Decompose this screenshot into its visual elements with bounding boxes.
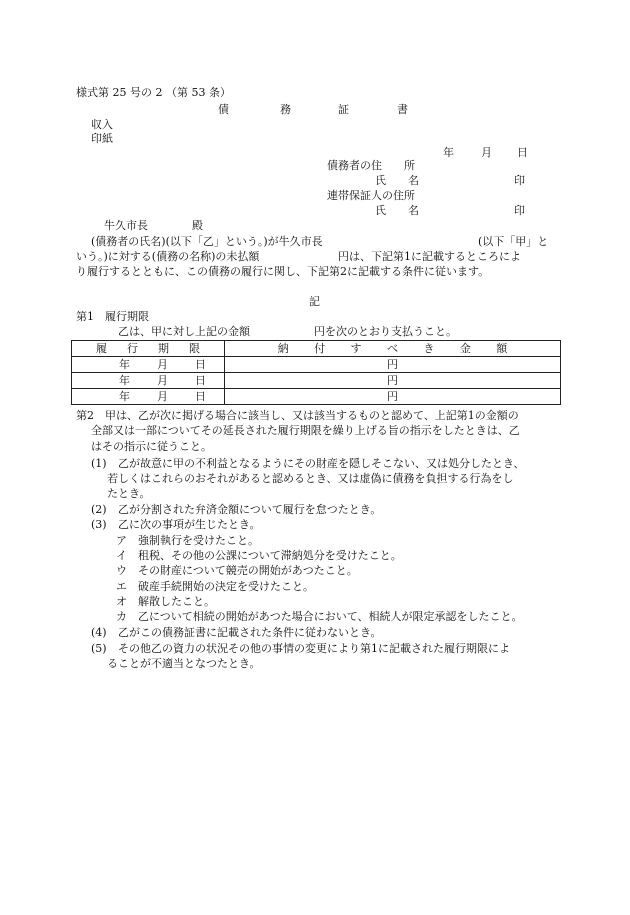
day-label: 日 bbox=[195, 390, 206, 403]
amount-cell bbox=[225, 357, 561, 373]
month-label: 月 bbox=[157, 358, 168, 371]
yen-label: 円 bbox=[387, 390, 398, 403]
guarantor-name-label: 氏 名 bbox=[375, 204, 419, 217]
title-char: 務 bbox=[280, 103, 291, 116]
date-year: 年 bbox=[443, 146, 454, 159]
section1-heading: 第1 履行期限 bbox=[76, 310, 149, 323]
yen-label: 円 bbox=[387, 358, 398, 371]
title-char: 債 bbox=[218, 103, 229, 116]
due-date-cell bbox=[72, 357, 225, 373]
yen-label: 円 bbox=[387, 374, 398, 387]
ki-heading: 記 bbox=[309, 295, 320, 308]
body-text: (債務者の氏名)(以下「乙」という。)が牛久市長 bbox=[91, 235, 323, 248]
item-text: その他乙の資力の状況その他の事情の変更により第1に記載された履行期限によ bbox=[118, 642, 510, 655]
stamp-label: 印紙 bbox=[91, 132, 113, 145]
debtor-seal-mark: 印 bbox=[514, 174, 525, 187]
body-text: 円は、下記第1に記載するところによ bbox=[338, 250, 521, 263]
title-char: 書 bbox=[397, 103, 408, 116]
date-day: 日 bbox=[517, 146, 528, 159]
revenue-stamp-label: 収入 bbox=[91, 118, 113, 131]
section2-heading: 第2 甲は、乙が次に掲げる場合に該当し、又は該当するものと認めて、上記第1の金額の bbox=[76, 409, 519, 422]
item-number: (5) bbox=[91, 642, 107, 655]
item-number: (4) bbox=[91, 626, 107, 639]
header-char: 額 bbox=[496, 342, 508, 355]
sub-item: エ 破産手続開始の決定を受けたこと。 bbox=[116, 580, 314, 593]
sub-item: ア 強制執行を受けたこと。 bbox=[116, 534, 259, 547]
debtor-name-label: 氏 名 bbox=[375, 174, 419, 187]
header-char: 履 bbox=[96, 342, 107, 355]
item-text: 乙がこの債務証書に記載された条件に従わないとき。 bbox=[118, 626, 382, 639]
due-date-header bbox=[72, 341, 225, 357]
month-label: 月 bbox=[157, 374, 168, 387]
header-char: 付 bbox=[314, 342, 326, 355]
year-label: 年 bbox=[119, 390, 130, 403]
guarantor-address-label: 連帯保証人の住所 bbox=[327, 189, 415, 202]
header-char: 限 bbox=[189, 342, 200, 355]
header-char: き bbox=[423, 342, 435, 355]
body-text: いう。)に対する(債務の名称)の未払額 bbox=[76, 250, 260, 263]
year-label: 年 bbox=[119, 374, 130, 387]
section1-lead: 円を次のとおり支払うこと。 bbox=[314, 325, 457, 338]
due-date-cell bbox=[72, 389, 225, 405]
title-char: 証 bbox=[338, 103, 349, 116]
body-text: り履行するとともに、この債務の履行に関し、下記第2に記載する条件に従います。 bbox=[76, 265, 490, 278]
table-header-row bbox=[72, 341, 561, 357]
sub-item: カ 乙について相続の開始があつた場合において、相続人が限定承認をしたこと。 bbox=[116, 610, 523, 623]
header-char: す bbox=[350, 342, 362, 355]
debtor-address-label: 債務者の住 所 bbox=[327, 159, 415, 172]
year-label: 年 bbox=[119, 358, 130, 371]
sub-item: オ 解散したこと。 bbox=[116, 595, 215, 608]
addressee-name: 牛久市長 bbox=[104, 219, 148, 232]
header-char: 行 bbox=[127, 342, 138, 355]
addressee-honorific: 殿 bbox=[192, 219, 203, 232]
sub-item: イ 租税、その他の公課について滞納処分を受けたこと。 bbox=[116, 549, 402, 562]
section2-text: はその指示に従うこと。 bbox=[91, 440, 212, 453]
amount-header bbox=[225, 341, 561, 357]
amount-cell bbox=[225, 389, 561, 405]
header-char: 金 bbox=[459, 342, 471, 355]
date-month: 月 bbox=[481, 146, 492, 159]
form-number: 様式第 25 号の 2 （第 53 条） bbox=[76, 86, 231, 99]
section1-lead: 乙は、甲に対し上記の金額 bbox=[118, 325, 250, 338]
section2-text: 全部又は一部についてその延長された履行期限を繰り上げる旨の指示をしたときは、乙 bbox=[91, 424, 520, 437]
item-text: ることが不適当となつたとき。 bbox=[107, 657, 261, 670]
day-label: 日 bbox=[195, 358, 206, 371]
table-row bbox=[72, 373, 561, 389]
due-date-cell bbox=[72, 373, 225, 389]
amount-cell bbox=[225, 373, 561, 389]
table-row bbox=[72, 357, 561, 373]
table-row bbox=[72, 389, 561, 405]
payment-schedule-table bbox=[71, 340, 561, 405]
item-text: 乙に次の事項が生じたとき。 bbox=[118, 518, 261, 531]
item-number: (3) bbox=[91, 518, 107, 531]
item-number: (2) bbox=[91, 503, 107, 516]
header-char: 期 bbox=[158, 342, 169, 355]
body-text: (以下「甲」と bbox=[478, 235, 549, 248]
day-label: 日 bbox=[195, 374, 206, 387]
item-number: (1) bbox=[91, 457, 107, 470]
sub-item: ウ その財産について競売の開始があつたこと。 bbox=[116, 564, 358, 577]
month-label: 月 bbox=[157, 390, 168, 403]
item-text: 若しくはこれらのおそれがあると認めるとき、又は虚偽に債務を負担する行為をし bbox=[107, 472, 514, 485]
item-text: 乙が故意に甲の不利益となるようにその財産を隠しそこない、又は処分したとき、 bbox=[118, 457, 525, 470]
guarantor-seal-mark: 印 bbox=[514, 204, 525, 217]
item-text: たとき。 bbox=[107, 487, 151, 500]
header-char: 納 bbox=[277, 342, 289, 355]
header-char: べ bbox=[386, 342, 398, 355]
item-text: 乙が分割された弁済金額について履行を怠つたとき。 bbox=[118, 503, 382, 516]
